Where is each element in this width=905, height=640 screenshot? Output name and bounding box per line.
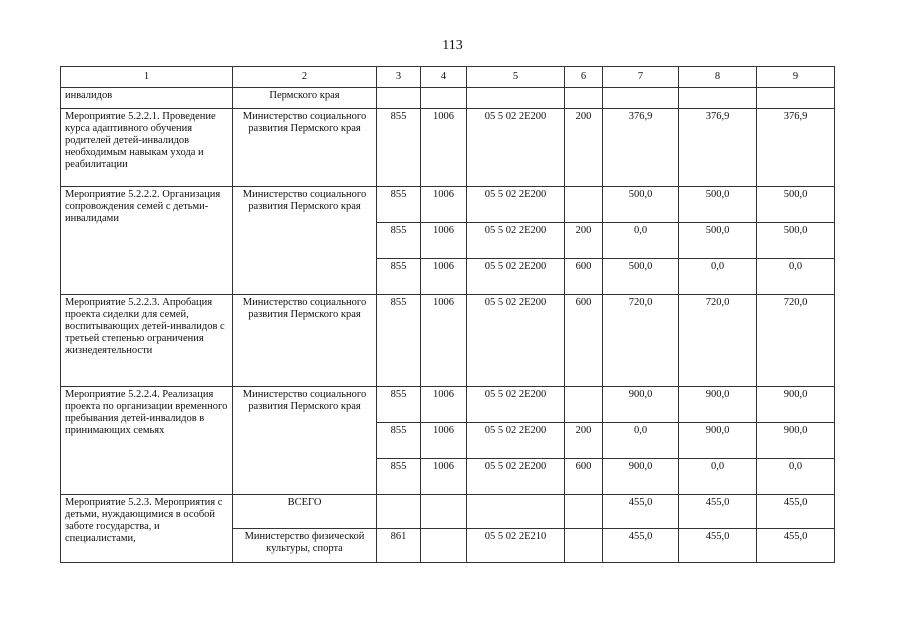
executor-cell: ВСЕГО (233, 495, 377, 529)
executor-cell: Министерство социального развития Пермского края (233, 187, 377, 295)
value-cell: 855 (377, 259, 421, 295)
value-cell (467, 88, 565, 109)
executor-cell: Министерство физической культуры, спорта (233, 529, 377, 563)
value-cell: 200 (565, 423, 603, 459)
header-row (61, 67, 835, 88)
value-cell (565, 187, 603, 223)
executor-cell: Министерство социального развития Пермского края (233, 387, 377, 495)
header-cell: 9 (757, 67, 835, 88)
value-cell: 500,0 (679, 223, 757, 259)
value-cell: 05 5 02 2E200 (467, 109, 565, 187)
value-cell (421, 529, 467, 563)
value-cell: 500,0 (679, 187, 757, 223)
header-cell: 1 (61, 67, 233, 88)
header-cell: 7 (603, 67, 679, 88)
value-cell: 855 (377, 187, 421, 223)
value-cell: 05 5 02 2E200 (467, 295, 565, 387)
activity-cell: Мероприятие 5.2.2.4. Реализация проекта по организации временного пребывания детей-инвалидов в принимающих семьях (61, 387, 233, 495)
value-cell: 855 (377, 223, 421, 259)
value-cell: 1006 (421, 423, 467, 459)
header-cell: 6 (565, 67, 603, 88)
value-cell (565, 495, 603, 529)
value-cell (565, 529, 603, 563)
value-cell (757, 88, 835, 109)
value-cell: 855 (377, 295, 421, 387)
value-cell: 500,0 (603, 187, 679, 223)
value-cell: 05 5 02 2E210 (467, 529, 565, 563)
value-cell: 05 5 02 2E200 (467, 423, 565, 459)
value-cell: 05 5 02 2E200 (467, 187, 565, 223)
table-row (61, 387, 835, 423)
value-cell: 0,0 (603, 423, 679, 459)
budget-table (60, 66, 835, 563)
value-cell: 855 (377, 423, 421, 459)
value-cell: 500,0 (757, 223, 835, 259)
value-cell (679, 88, 757, 109)
executor-cell: Министерство социального развития Пермского края (233, 295, 377, 387)
value-cell: 05 5 02 2E200 (467, 387, 565, 423)
table-row (61, 295, 835, 387)
value-cell: 455,0 (603, 495, 679, 529)
value-cell: 0,0 (757, 459, 835, 495)
value-cell: 455,0 (679, 529, 757, 563)
header-cell: 4 (421, 67, 467, 88)
value-cell (603, 88, 679, 109)
value-cell: 1006 (421, 223, 467, 259)
value-cell: 455,0 (757, 495, 835, 529)
value-cell: 455,0 (757, 529, 835, 563)
value-cell: 855 (377, 459, 421, 495)
value-cell: 900,0 (757, 387, 835, 423)
value-cell (377, 88, 421, 109)
table-row (61, 109, 835, 187)
value-cell: 455,0 (679, 495, 757, 529)
value-cell: 720,0 (679, 295, 757, 387)
value-cell: 900,0 (757, 423, 835, 459)
value-cell (421, 495, 467, 529)
value-cell (421, 88, 467, 109)
value-cell: 1006 (421, 295, 467, 387)
value-cell: 720,0 (757, 295, 835, 387)
value-cell: 05 5 02 2E200 (467, 459, 565, 495)
value-cell: 376,9 (603, 109, 679, 187)
value-cell: 720,0 (603, 295, 679, 387)
value-cell: 05 5 02 2E200 (467, 259, 565, 295)
value-cell: 200 (565, 223, 603, 259)
value-cell: 0,0 (679, 259, 757, 295)
value-cell: 1006 (421, 387, 467, 423)
value-cell: 1006 (421, 187, 467, 223)
value-cell: 900,0 (603, 459, 679, 495)
value-cell: 900,0 (679, 387, 757, 423)
table-row (61, 495, 835, 529)
value-cell: 1006 (421, 109, 467, 187)
activity-cell: Мероприятие 5.2.2.3. Апробация проекта сиделки для семей, воспитывающих детей-инвалидов с третьей степенью ограничения жизнедеятельности (61, 295, 233, 387)
value-cell: 05 5 02 2E200 (467, 223, 565, 259)
value-cell: 455,0 (603, 529, 679, 563)
value-cell: 500,0 (603, 259, 679, 295)
value-cell: 900,0 (679, 423, 757, 459)
value-cell: 600 (565, 459, 603, 495)
value-cell: 376,9 (679, 109, 757, 187)
header-cell: 3 (377, 67, 421, 88)
value-cell: 0,0 (603, 223, 679, 259)
value-cell: 0,0 (679, 459, 757, 495)
value-cell (565, 387, 603, 423)
table-row (61, 187, 835, 223)
header-cell: 8 (679, 67, 757, 88)
value-cell: 376,9 (757, 109, 835, 187)
header-cell: 5 (467, 67, 565, 88)
value-cell (565, 88, 603, 109)
executor-cell: Пермского края (233, 88, 377, 109)
value-cell: 855 (377, 109, 421, 187)
value-cell: 0,0 (757, 259, 835, 295)
header-cell: 2 (233, 67, 377, 88)
activity-cell: Мероприятие 5.2.2.1. Проведение курса адаптивного обучения родителей детей-инвалидов необходимым навыкам ухода и реабилитации (61, 109, 233, 187)
value-cell: 200 (565, 109, 603, 187)
activity-cell: инвалидов (61, 88, 233, 109)
value-cell: 600 (565, 259, 603, 295)
executor-cell: Министерство социального развития Пермского края (233, 109, 377, 187)
value-cell: 500,0 (757, 187, 835, 223)
value-cell: 861 (377, 529, 421, 563)
value-cell: 600 (565, 295, 603, 387)
value-cell (377, 495, 421, 529)
page-number: 113 (442, 38, 463, 53)
value-cell: 855 (377, 387, 421, 423)
activity-cell: Мероприятие 5.2.3. Мероприятия с детьми, нуждающимися в особой заботе государства, и специалистами, (61, 495, 233, 563)
table-row (61, 88, 835, 109)
value-cell: 1006 (421, 259, 467, 295)
value-cell: 900,0 (603, 387, 679, 423)
activity-cell: Мероприятие 5.2.2.2. Организация сопровождения семей с детьми-инвалидами (61, 187, 233, 295)
value-cell (467, 495, 565, 529)
value-cell: 1006 (421, 459, 467, 495)
